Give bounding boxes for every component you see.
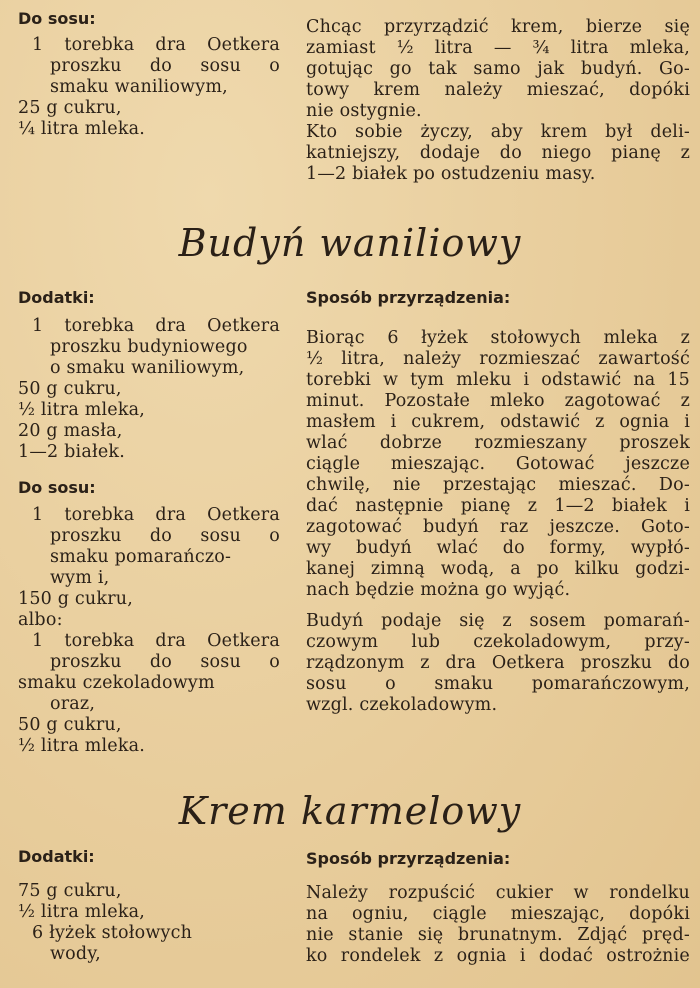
budyn-method-column [306, 287, 690, 716]
budyn-sauce-heading: Do sosu: [18, 478, 96, 497]
budyn-sauce-item: 50 g cukru, [18, 715, 122, 735]
cream-text-line: gotując go tak samo jak budyń. Go- [306, 59, 690, 79]
top-sauce-item: 1 torebka dra Oetkera [32, 35, 280, 55]
cream-text-line: zamiast ½ litra — ¾ litra mleka, [306, 38, 690, 58]
cream-text-line: 1—2 białek po ostudzeniu masy. [306, 164, 596, 184]
krem-additions-heading: Dodatki: [18, 847, 95, 866]
top-sauce-column [18, 8, 280, 140]
budyn-sauce-item: proszku do sosu o [50, 526, 280, 546]
budyn-sauce-item: albo: [18, 610, 63, 630]
budyn-addition: 50 g cukru, [18, 379, 122, 399]
krem-addition: 6 łyżek stołowych [32, 923, 193, 943]
krem-method-heading: Sposób przyrządzenia: [306, 849, 511, 868]
budyn-addition: proszku budyniowego [50, 337, 248, 357]
krem-method-line: nie stanie się brunatnym. Zdjąć pręd- [306, 925, 690, 945]
budyn-addition: 1 torebka dra Oetkera [32, 316, 280, 336]
budyn-method-line: kanej zimną wodą, a po kilku godzi- [306, 559, 690, 579]
budyn-title: Budyń waniliowy [178, 221, 522, 265]
budyn-addition: 1—2 białek. [18, 442, 125, 462]
cream-text-line: Kto sobie życzy, aby krem był deli- [306, 122, 690, 142]
krem-addition: ½ litra mleka, [18, 902, 146, 922]
budyn-method-line: ½ litra, należy rozmieszać zawartość [306, 349, 690, 369]
cream-text-line: katniejszy, dodaje do niego pianę z [306, 143, 690, 163]
budyn-serving-line: czowym lub czekoladowym, przy- [306, 632, 690, 652]
top-sauce-heading: Do sosu: [18, 9, 96, 28]
budyn-addition: 20 g masła, [18, 421, 123, 441]
krem-method-column [306, 848, 690, 967]
budyn-method-line: dać następnie pianę z 1—2 białek i [306, 496, 690, 516]
budyn-serving-line: wzgl. czekoladowym. [306, 695, 498, 715]
budyn-serving-line: rządzonym z dra Oetkera proszku do [306, 653, 690, 673]
budyn-serving-line: sosu o smaku pomarańczowym, [306, 674, 690, 694]
budyn-sauce-item: 1 torebka dra Oetkera [32, 505, 280, 525]
top-sauce-item: smaku waniliowym, [50, 77, 228, 97]
budyn-serving-line: Budyń podaje się z sosem pomarań- [306, 611, 690, 631]
budyn-method-line: zagotować budyń raz jeszcze. Goto- [306, 517, 690, 537]
budyn-sauce-item: 150 g cukru, [18, 589, 134, 609]
top-sauce-item: 25 g cukru, [18, 98, 122, 118]
top-sauce-item: ¼ litra mleka. [18, 119, 146, 139]
budyn-sauce-item: proszku do sosu o [50, 652, 280, 672]
budyn-method-line: ciągle mieszając. Gotować jeszcze [306, 454, 690, 474]
budyn-method-line: nach będzie można go wyjąć. [306, 580, 571, 600]
krem-addition: 75 g cukru, [18, 881, 122, 901]
budyn-method-heading: Sposób przyrządzenia: [306, 288, 511, 307]
krem-method-line: ko rondelek z ognia i dodać ostrożnie [306, 946, 690, 966]
budyn-additions-heading: Dodatki: [18, 288, 95, 307]
budyn-method-line: minut. Pozostałe mleko zagotować z [306, 391, 690, 411]
budyn-addition: o smaku waniliowym, [50, 358, 245, 378]
top-cream-column [306, 17, 690, 185]
cream-text-line: towy krem należy mieszać, dopóki [306, 80, 690, 100]
krem-method-line: Należy rozpuścić cukier w rondelku [306, 883, 690, 903]
krem-ingredients-column [18, 846, 280, 965]
cream-text-line: nie ostygnie. [306, 101, 422, 121]
budyn-ingredients-column [18, 287, 280, 757]
krem-addition: wody, [50, 944, 101, 964]
budyn-method-line: masłem i cukrem, odstawić z ognia i [306, 412, 690, 432]
budyn-method-line: wy budyń wlać do formy, wypłó- [306, 538, 690, 558]
cream-text-line: Chcąc przyrządzić krem, bierze się [306, 17, 690, 37]
budyn-method-line: wlać dobrze rozmieszany proszek [306, 433, 690, 453]
budyn-method-line: torebki w tym mleku i odstawić na 15 [306, 370, 690, 390]
budyn-sauce-item: smaku czekoladowym [18, 673, 215, 693]
budyn-sauce-item: smaku pomarańczo- [50, 547, 232, 567]
budyn-addition: ½ litra mleka, [18, 400, 146, 420]
budyn-sauce-item: ½ litra mleka. [18, 736, 146, 756]
budyn-sauce-item: oraz, [50, 694, 96, 714]
krem-title: Krem karmelowy [178, 789, 522, 833]
budyn-sauce-item: 1 torebka dra Oetkera [32, 631, 280, 651]
budyn-method-line: chwilę, nie przestając mieszać. Do- [306, 475, 690, 495]
top-sauce-item: proszku do sosu o [50, 56, 280, 76]
budyn-method-line: Biorąc 6 łyżek stołowych mleka z [306, 328, 690, 348]
budyn-sauce-item: wym i, [50, 568, 110, 588]
krem-method-line: na ogniu, ciągle mieszając, dopóki [306, 904, 690, 924]
